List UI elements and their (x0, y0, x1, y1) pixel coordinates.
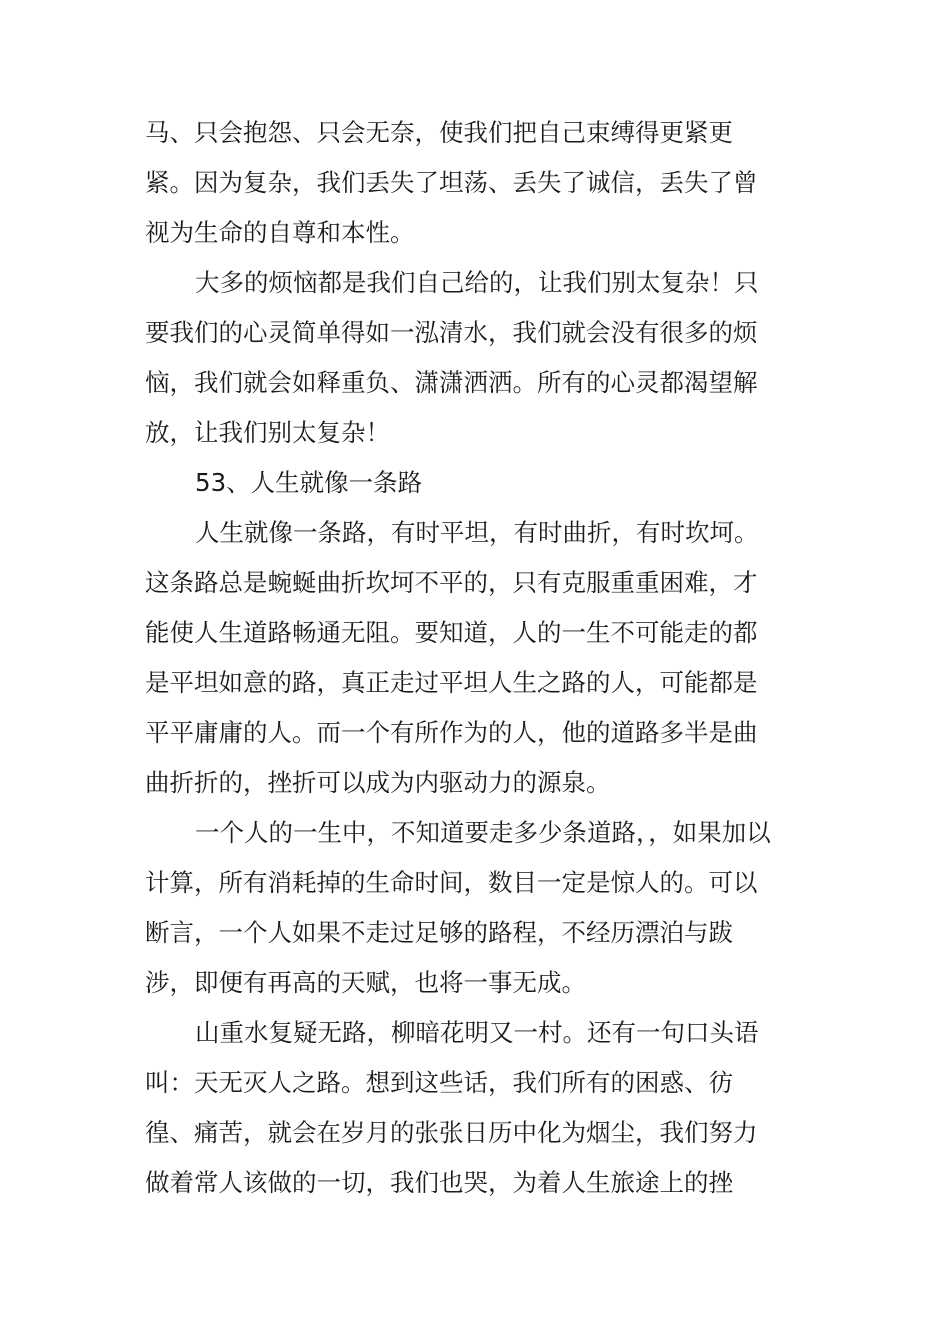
text-line: 恼，我们就会如释重负、潇潇洒洒。所有的心灵都渴望解 (145, 368, 758, 397)
text-line: 叫：天无灭人之路。想到这些话，我们所有的困惑、彷 (145, 1068, 733, 1097)
paragraph-start-line: 人生就像一条路，有时平坦，有时曲折，有时坎坷。 (195, 518, 759, 547)
text-line: 做着常人该做的一切，我们也哭，为着人生旅途上的挫 (145, 1168, 733, 1197)
text-line: 断言，一个人如果不走过足够的路程，不经历漂泊与跋 (145, 918, 733, 947)
text-line: 放，让我们别太复杂！ (145, 418, 390, 447)
text-line: 这条路总是蜿蜒曲折坎坷不平的，只有克服重重困难，才 (145, 568, 758, 597)
text-line: 能使人生道路畅通无阻。要知道，人的一生不可能走的都 (145, 618, 758, 647)
text-line: 紧。因为复杂，我们丢失了坦荡、丢失了诚信，丢失了曾 (145, 168, 758, 197)
text-line: 是平坦如意的路，真正走过平坦人生之路的人，可能都是 (145, 668, 758, 697)
document-body (145, 108, 805, 1208)
text-line: 视为生命的自尊和本性。 (145, 218, 415, 247)
text-line: 要我们的心灵简单得如一泓清水，我们就会没有很多的烦 (145, 318, 758, 347)
text-line: 平平庸庸的人。而一个有所作为的人，他的道路多半是曲 (145, 718, 758, 747)
text-line: 徨、痛苦，就会在岁月的张张日历中化为烟尘，我们努力 (145, 1118, 758, 1147)
paragraph-start-line: 大多的烦恼都是我们自己给的，让我们别太复杂！只 (195, 268, 759, 297)
text-line: 马、只会抱怨、只会无奈，使我们把自己束缚得更紧更 (145, 118, 733, 147)
paragraph-start-line: 山重水复疑无路，柳暗花明又一村。还有一句口头语 (195, 1018, 759, 1047)
paragraph-start-line: 一个人的一生中，不知道要走多少条道路，，如果加以 (195, 818, 771, 847)
text-line: 涉，即便有再高的天赋，也将一事无成。 (145, 968, 586, 997)
text-line: 计算，所有消耗掉的生命时间，数目一定是惊人的。可以 (145, 868, 758, 897)
section-heading: 53、人生就像一条路 (195, 468, 423, 497)
text-line: 曲折折的，挫折可以成为内驱动力的源泉。 (145, 768, 611, 797)
